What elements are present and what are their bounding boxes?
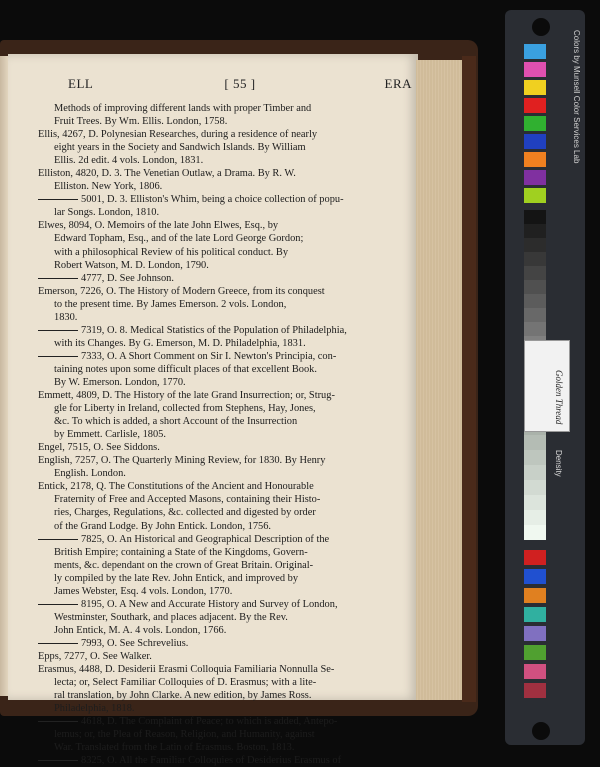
entry-line: [38, 520, 416, 533]
entry-line: [38, 102, 416, 115]
entry-text: ral translation, by John Clarke. A new edition, by James Ross.: [54, 690, 312, 702]
entry-line: [38, 715, 416, 728]
entry-text: English, 7257, O. The Quarterly Mining Review, for 1830. By Henry: [38, 455, 326, 467]
ditto-dash: [38, 760, 78, 761]
entry-line: [38, 663, 416, 676]
header-left: ELL: [68, 76, 94, 91]
entry-text: 5001, D. 3. Elliston's Whim, being a choice collection of popu-: [81, 194, 344, 206]
entry-line: [38, 259, 416, 272]
entry-line: [38, 533, 416, 546]
entry-line: [38, 559, 416, 572]
entry-line: [38, 167, 416, 180]
entry-text: ries, Charges, Regulations, &c. collected and digested by order: [54, 507, 316, 519]
entry-line: [38, 585, 416, 598]
page-number: [ 55 ]: [224, 76, 256, 91]
entry-line: [38, 441, 416, 454]
entry-line: [38, 480, 416, 493]
page-header: [68, 76, 412, 94]
entry-line: [38, 154, 416, 167]
color-patch: [524, 134, 546, 149]
entry-line: [38, 702, 416, 715]
entry-line: [38, 493, 416, 506]
entry-text: By W. Emerson. London, 1770.: [54, 376, 186, 388]
entry-text: Ellis. 2d edit. 4 vols. London, 1831.: [54, 155, 204, 167]
entry-line: [38, 741, 416, 754]
entry-text: with its Changes. By G. Emerson, M. D. Philadelphia, 1831.: [54, 337, 306, 349]
entry-text: &c. To which is added, a short Account of the Insurrection: [54, 416, 298, 428]
entry-text: Fruit Trees. By Wm. Ellis. London, 1758.: [54, 116, 228, 128]
entry-line: [38, 115, 416, 128]
entry-line: [38, 193, 416, 206]
bottom-color-patch: [524, 569, 546, 584]
entry-line: [38, 689, 416, 702]
gray-step-patch: [524, 294, 546, 309]
entry-line: [38, 141, 416, 154]
color-patch: [524, 152, 546, 167]
entry-line: [38, 611, 416, 624]
entry-line: [38, 363, 416, 376]
entry-text: Epps, 7277, O. See Walker.: [38, 650, 152, 662]
color-patch: [524, 116, 546, 131]
entry-text: eight years in the Society and Sandwich Islands. By William: [54, 142, 306, 154]
ditto-dash: [38, 330, 78, 331]
ditto-dash: [38, 356, 78, 357]
ditto-dash: [38, 643, 78, 644]
entry-line: [38, 298, 416, 311]
entry-text: Fraternity of Free and Accepted Masons, containing their Histo-: [54, 494, 321, 506]
entry-line: [38, 454, 416, 467]
entry-text: gle for Liberty in Ireland, collected from Stephens, Hay, Jones,: [54, 403, 316, 415]
entry-line: [38, 728, 416, 741]
entry-text: Westminster, Southark, and places adjacent. By the Rev.: [54, 611, 288, 623]
light-step-patch: [524, 465, 546, 480]
entry-text: John Entick, M. A. 4 vols. London, 1766.: [54, 624, 227, 636]
entry-line: [38, 128, 416, 141]
gray-step-patch: [524, 280, 546, 295]
bottom-color-patch: [524, 683, 546, 698]
light-step-patch: [524, 525, 546, 540]
entry-text: Elliston, 4820, D. 3. The Venetian Outlaw, a Drama. By R. W.: [38, 168, 296, 180]
entry-line: [38, 467, 416, 480]
entry-text: Erasmus, 4488, D. Desiderii Erasmi Colloquia Familiaria Nonnulla Se-: [38, 664, 335, 676]
entry-text: Methods of improving different lands with proper Timber and: [54, 103, 312, 114]
ditto-dash: [38, 604, 78, 605]
entry-text: Ellis, 4267, D. Polynesian Researches, during a residence of nearly: [38, 129, 318, 141]
entry-text: 7993, O. See Schrevelius.: [81, 637, 189, 649]
entry-line: [38, 506, 416, 519]
entry-text: Edward Topham, Esq., and of the late Lord George Gordon;: [54, 233, 304, 245]
entry-line: [38, 246, 416, 259]
header-right: ERA: [384, 76, 412, 91]
entry-line: [38, 428, 416, 441]
entry-line: [38, 350, 416, 363]
bottom-color-patch: [524, 550, 546, 565]
entry-text: lemus; or, the Plea of Reason, Religion, and Humanity, against: [54, 729, 315, 741]
entry-text: of the Grand Lodge. By John Entick. London, 1756.: [54, 520, 272, 532]
book-page: [8, 54, 418, 767]
ditto-dash: [38, 278, 78, 279]
ditto-dash: [38, 199, 78, 200]
ditto-dash: [38, 539, 78, 540]
entry-line: [38, 376, 416, 389]
gray-step-patch: [524, 266, 546, 281]
entry-line: [38, 546, 416, 559]
color-patch: [524, 80, 546, 95]
entry-line: [38, 676, 416, 689]
entry-line: [38, 180, 416, 193]
card-hole-top: [532, 18, 550, 36]
bottom-color-patch: [524, 607, 546, 622]
entry-line: [38, 650, 416, 663]
entry-text: 4777, D. See Johnson.: [81, 272, 174, 284]
light-step-patch: [524, 450, 546, 465]
page-edges: [416, 60, 464, 700]
entry-line: [38, 598, 416, 611]
book-spine: [462, 56, 476, 702]
entry-line: [38, 337, 416, 350]
entry-text: James Webster, Esq. 4 vols. London, 1770.: [54, 585, 233, 597]
entry-text: Engel, 7515, O. See Siddons.: [38, 442, 160, 454]
entry-text: 4618, D. The Complaint of Peace; to which is added, Antepo-: [81, 716, 338, 728]
light-step-patch: [524, 495, 546, 510]
entry-text: taining notes upon some difficult places of that excellent Book.: [54, 363, 317, 375]
entry-text: 7333, O. A Short Comment on Sir I. Newton's Principia, con-: [81, 350, 337, 362]
color-patch: [524, 188, 546, 203]
entry-line: [38, 637, 416, 650]
entry-text: Elliston. New York, 1806.: [54, 181, 163, 193]
entry-line: [38, 272, 416, 285]
light-step-patch: [524, 480, 546, 495]
entry-text: to the present time. By James Emerson. 2 vols. London,: [54, 298, 287, 310]
color-patch: [524, 170, 546, 185]
gray-step-patch: [524, 210, 546, 225]
entry-line: [38, 754, 416, 767]
entry-text: lar Songs. London, 1810.: [54, 207, 160, 219]
entry-text: 7825, O. An Historical and Geographical Description of the: [81, 533, 330, 545]
light-step-patch: [524, 510, 546, 525]
entry-text: Emmett, 4809, D. The History of the late Grand Insurrection; or, Strug-: [38, 390, 335, 402]
entry-text: ly compiled by the late Rev. John Entick, and improved by: [54, 572, 299, 584]
entry-text: Philadelphia, 1818.: [54, 703, 135, 715]
catalogue-entries: [38, 102, 416, 767]
entry-text: Robert Watson, M. D. London, 1790.: [54, 259, 209, 271]
entry-text: Elwes, 8094, O. Memoirs of the late John Elwes, Esq., by: [38, 220, 279, 232]
ruler-label: Golden Thread: [554, 370, 564, 425]
entry-line: [38, 232, 416, 245]
entry-text: 8195, O. A New and Accurate History and Survey of London,: [81, 598, 338, 610]
entry-line: [38, 285, 416, 298]
gray-step-patch: [524, 238, 546, 253]
entry-line: [38, 402, 416, 415]
entry-line: [38, 572, 416, 585]
bottom-color-patch: [524, 626, 546, 641]
bottom-color-patch: [524, 645, 546, 660]
entry-text: Emerson, 7226, O. The History of Modern Greece, from its conquest: [38, 285, 325, 297]
entry-line: [38, 624, 416, 637]
ditto-dash: [38, 721, 78, 722]
entry-text: British Empire; containing a State of the Kingdoms, Govern-: [54, 546, 308, 558]
gray-step-patch: [524, 322, 546, 337]
entry-text: with a philosophical Review of his political conduct. By: [54, 246, 289, 258]
entry-text: 7319, O. 8. Medical Statistics of the Population of Philadelphia,: [81, 324, 347, 336]
entry-line: [38, 206, 416, 219]
entry-text: ments, &c. dependant on the crown of Great Britain. Original-: [54, 559, 314, 571]
card-density-label: Density: [554, 450, 563, 477]
gray-step-patch: [524, 252, 546, 267]
entry-text: by Emmett. Carlisle, 1805.: [54, 429, 166, 441]
entry-text: lecta; or, Select Familiar Colloquies of D. Erasmus; with a lite-: [54, 677, 317, 689]
entry-line: [38, 324, 416, 337]
entry-line: [38, 219, 416, 232]
entry-line: [38, 311, 416, 324]
entry-line: [38, 389, 416, 402]
entry-text: 8325, O. All the Familiar Colloquies of Desiderius Erasmus of: [81, 755, 342, 767]
card-label-top: Colors by Munsell Color Services Lab: [572, 30, 581, 164]
color-patch: [524, 44, 546, 59]
light-step-patch: [524, 435, 546, 450]
card-hole-bottom: [532, 722, 550, 740]
color-patch: [524, 98, 546, 113]
color-patch: [524, 62, 546, 77]
entry-text: Entick, 2178, Q. The Constitutions of the Ancient and Honourable: [38, 481, 314, 493]
bottom-color-patch: [524, 664, 546, 679]
entry-text: English. London.: [54, 468, 126, 480]
gray-step-patch: [524, 308, 546, 323]
gray-step-patch: [524, 224, 546, 239]
entry-line: [38, 415, 416, 428]
entry-text: 1830.: [54, 311, 78, 323]
bottom-color-patch: [524, 588, 546, 603]
entry-text: War. Translated from the Latin of Erasmus. Boston, 1813.: [54, 742, 295, 754]
